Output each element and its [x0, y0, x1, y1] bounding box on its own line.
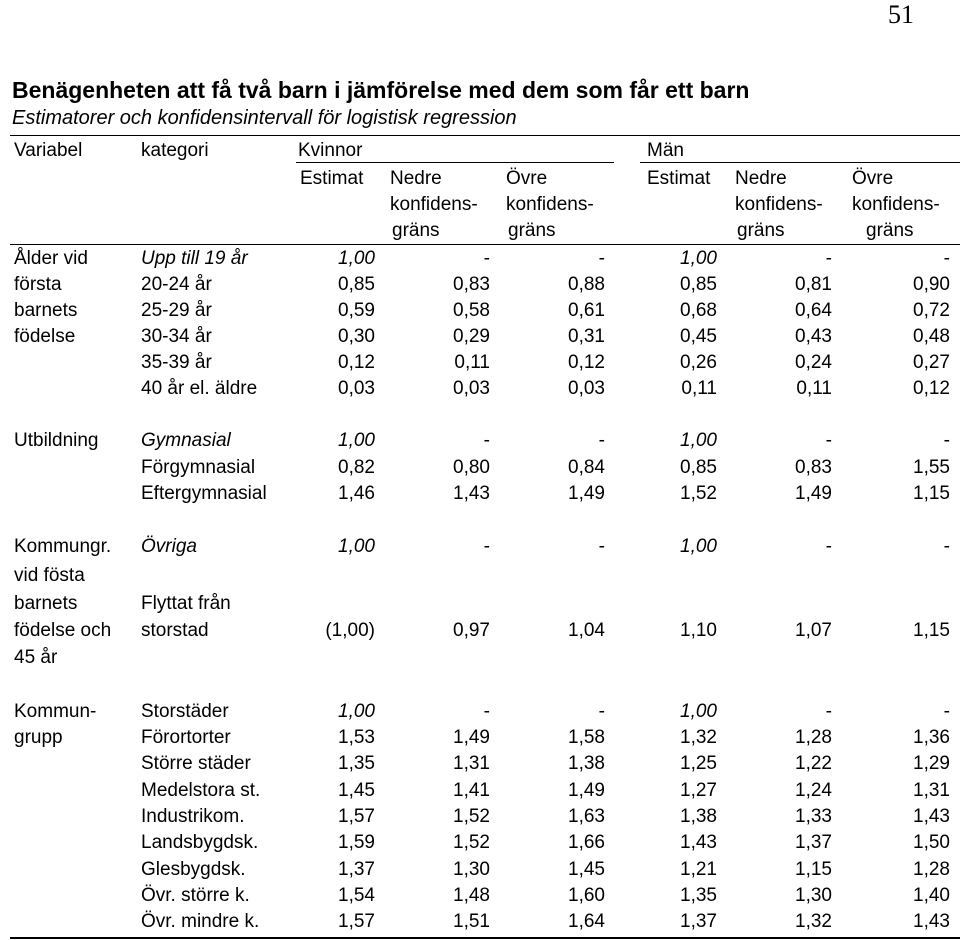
man-ovre-cell: 1,55: [913, 457, 950, 478]
variable-cell: födelse: [14, 326, 76, 347]
category-cell: 25-29 år: [141, 300, 212, 321]
table-row: [0, 272, 960, 298]
table-row: [0, 751, 960, 777]
kvinnor-estimat-cell: 0,82: [338, 457, 375, 478]
man-nedre-cell: -: [825, 536, 832, 557]
kvinnor-nedre-cell: 1,31: [453, 753, 490, 774]
header-variabel: Variabel: [14, 140, 83, 161]
variable-cell: Kommun-: [14, 701, 97, 722]
kvinnor-nedre-cell: 0,97: [453, 620, 490, 641]
kvinnor-nedre-cell: 1,43: [453, 483, 490, 504]
man-estimat-cell: 1,43: [680, 832, 717, 853]
category-cell: Landsbygdsk.: [141, 832, 259, 853]
man-nedre-cell: 0,83: [795, 457, 832, 478]
header-kvinnor-ovre: [506, 166, 594, 244]
header-line: Nedre: [390, 168, 442, 189]
header-man-nedre: [735, 166, 823, 244]
table-subtitle: Estimatorer och konfidensintervall för logistisk regression: [12, 107, 517, 129]
kvinnor-ovre-cell: 1,04: [568, 620, 605, 641]
kvinnor-nedre-cell: 0,29: [453, 326, 490, 347]
category-cell: Industrikom.: [141, 806, 245, 827]
man-ovre-cell: 1,15: [913, 620, 950, 641]
kvinnor-nedre-cell: 1,51: [453, 911, 490, 932]
category-cell: 35-39 år: [141, 352, 212, 373]
kvinnor-estimat-cell: 1,57: [338, 806, 375, 827]
header-line: gräns: [737, 220, 785, 241]
man-nedre-cell: 1,37: [795, 832, 832, 853]
category-cell: 40 år el. äldre: [141, 378, 258, 399]
kvinnor-nedre-cell: 1,30: [453, 859, 490, 880]
header-line: konfidens-: [506, 194, 594, 215]
kvinnor-ovre-cell: 1,38: [568, 753, 605, 774]
variable-cell: första: [14, 274, 62, 295]
man-ovre-cell: 1,29: [913, 753, 950, 774]
man-estimat-cell: 0,85: [680, 274, 717, 295]
kvinnor-ovre-cell: 0,61: [568, 300, 605, 321]
kvinnor-nedre-cell: 0,58: [453, 300, 490, 321]
man-estimat-cell: 1,00: [680, 248, 717, 269]
category-cell: Förortorter: [141, 727, 231, 748]
variable-cell: födelse och: [14, 620, 112, 641]
kvinnor-ovre-cell: 1,60: [568, 885, 605, 906]
kvinnor-ovre-cell: -: [598, 701, 605, 722]
kvinnor-ovre-cell: -: [598, 248, 605, 269]
category-cell: Övr. större k.: [141, 885, 250, 906]
kvinnor-ovre-cell: 0,03: [568, 378, 605, 399]
kvinnor-ovre-cell: 0,84: [568, 457, 605, 478]
man-ovre-cell: 1,40: [913, 885, 950, 906]
kvinnor-estimat-cell: 1,00: [338, 430, 375, 451]
table-row: [0, 645, 960, 671]
header-line: gräns: [508, 220, 556, 241]
man-nedre-cell: 1,07: [795, 620, 832, 641]
table-row: [0, 699, 960, 725]
man-estimat-cell: 1,27: [680, 780, 717, 801]
kvinnor-ovre-cell: 1,45: [568, 859, 605, 880]
header-kategori: kategori: [141, 140, 209, 161]
kvinnor-nedre-cell: 0,83: [453, 274, 490, 295]
kvinnor-ovre-cell: 1,58: [568, 727, 605, 748]
category-cell: Storstäder: [141, 701, 229, 722]
kvinnor-nedre-cell: -: [483, 536, 490, 557]
category-cell: Flyttat från: [141, 593, 231, 614]
man-estimat-cell: 1,00: [680, 430, 717, 451]
table-row: [0, 246, 960, 272]
category-cell: Medelstora st.: [141, 780, 261, 801]
man-estimat-cell: 1,10: [680, 620, 717, 641]
man-nedre-cell: 1,15: [795, 859, 832, 880]
kvinnor-estimat-cell: 0,30: [338, 326, 375, 347]
kvinnor-nedre-cell: 1,52: [453, 806, 490, 827]
man-ovre-cell: 1,31: [913, 780, 950, 801]
table-row: [0, 563, 960, 589]
man-estimat-cell: 1,52: [680, 483, 717, 504]
kvinnor-ovre-cell: 0,88: [568, 274, 605, 295]
table-row: [0, 428, 960, 454]
kvinnor-estimat-cell: 1,00: [338, 701, 375, 722]
man-nedre-cell: 1,24: [795, 780, 832, 801]
man-nedre-cell: 1,28: [795, 727, 832, 748]
table-row: [0, 883, 960, 909]
variable-cell: grupp: [14, 727, 63, 748]
table-row: [0, 830, 960, 856]
table-title: Benägenheten att få två barn i jämförelse med dem som får ett barn: [12, 77, 750, 103]
kvinnor-nedre-cell: 1,49: [453, 727, 490, 748]
table-row: [0, 909, 960, 935]
kvinnor-nedre-cell: -: [483, 701, 490, 722]
man-nedre-cell: -: [825, 430, 832, 451]
kvinnor-nedre-cell: 1,48: [453, 885, 490, 906]
kvinnor-estimat-cell: 1,45: [338, 780, 375, 801]
man-nedre-cell: 1,49: [795, 483, 832, 504]
variable-cell: barnets: [14, 300, 78, 321]
man-ovre-cell: -: [943, 701, 950, 722]
man-nedre-cell: 0,24: [795, 352, 832, 373]
man-estimat-cell: 1,32: [680, 727, 717, 748]
man-nedre-cell: 0,11: [796, 378, 832, 399]
man-estimat-cell: 1,37: [680, 911, 717, 932]
man-nedre-cell: 1,32: [795, 911, 832, 932]
table-row: [0, 591, 960, 617]
man-estimat-cell: 1,21: [680, 859, 717, 880]
header-line: Nedre: [735, 168, 787, 189]
category-cell: 20-24 år: [141, 274, 212, 295]
table-row: [0, 376, 960, 402]
kvinnor-estimat-cell: 1,57: [338, 911, 375, 932]
header-man-estimat: Estimat: [647, 168, 711, 189]
man-nedre-cell: 0,64: [795, 300, 832, 321]
category-cell: Förgymnasial: [141, 457, 256, 478]
header-line: gräns: [392, 220, 440, 241]
category-cell: storstad: [141, 620, 209, 641]
kvinnor-ovre-cell: 0,12: [568, 352, 605, 373]
kvinnor-nedre-cell: 0,11: [454, 352, 490, 373]
man-ovre-cell: 1,43: [913, 911, 950, 932]
kvinnor-estimat-cell: 1,37: [338, 859, 375, 880]
variable-cell: barnets: [14, 593, 78, 614]
table-row: [0, 298, 960, 324]
kvinnor-nedre-cell: 1,52: [453, 832, 490, 853]
man-estimat-cell: 1,00: [680, 536, 717, 557]
header-line: konfidens-: [390, 194, 478, 215]
kvinnor-ovre-cell: 1,64: [568, 911, 605, 932]
man-nedre-cell: 1,33: [795, 806, 832, 827]
man-ovre-cell: 1,15: [913, 483, 950, 504]
kvinnor-estimat-cell: 1,46: [338, 483, 375, 504]
man-nedre-cell: 0,43: [795, 326, 832, 347]
header-man-ovre: [852, 166, 940, 244]
kvinnor-nedre-cell: -: [483, 430, 490, 451]
kvinnor-ovre-cell: 0,31: [568, 326, 605, 347]
kvinnor-estimat-cell: 0,03: [338, 378, 375, 399]
man-estimat-cell: 0,85: [680, 457, 717, 478]
kvinnor-ovre-cell: -: [598, 430, 605, 451]
man-ovre-cell: 0,12: [913, 378, 950, 399]
header-kvinnor: Kvinnor: [298, 140, 363, 161]
man-estimat-cell: 0,26: [680, 352, 717, 373]
man-ovre-cell: 1,50: [913, 832, 950, 853]
man-ovre-cell: 1,43: [913, 806, 950, 827]
variable-cell: vid fösta: [14, 565, 85, 586]
category-cell: Större städer: [141, 753, 251, 774]
man-ovre-cell: 0,27: [913, 352, 950, 373]
rule-man: [640, 162, 960, 163]
table-row: [0, 481, 960, 507]
header-kvinnor-estimat: Estimat: [300, 168, 364, 189]
man-ovre-cell: 0,90: [913, 274, 950, 295]
table-row: [0, 778, 960, 804]
kvinnor-estimat-cell: 0,59: [338, 300, 375, 321]
kvinnor-nedre-cell: 0,80: [453, 457, 490, 478]
kvinnor-nedre-cell: 1,41: [453, 780, 490, 801]
table-row: [0, 618, 960, 644]
table-row: [0, 725, 960, 751]
variable-cell: 45 år: [14, 647, 58, 668]
man-ovre-cell: 1,36: [913, 727, 950, 748]
man-ovre-cell: 0,72: [913, 300, 950, 321]
header-line: Övre: [852, 168, 894, 189]
kvinnor-estimat-cell: 0,85: [338, 274, 375, 295]
man-estimat-cell: 1,38: [680, 806, 717, 827]
category-cell: 30-34 år: [141, 326, 212, 347]
kvinnor-ovre-cell: 1,49: [568, 483, 605, 504]
man-nedre-cell: -: [825, 701, 832, 722]
man-estimat-cell: 1,00: [680, 701, 717, 722]
header-man: Män: [647, 140, 684, 161]
kvinnor-estimat-cell: 1,00: [338, 248, 375, 269]
man-estimat-cell: 1,35: [680, 885, 717, 906]
variable-cell: Kommungr.: [14, 536, 112, 557]
man-ovre-cell: -: [943, 536, 950, 557]
table-row: [0, 534, 960, 560]
table-row: [0, 804, 960, 830]
table-row: [0, 350, 960, 376]
category-cell: Övriga: [141, 536, 197, 557]
table-row: [0, 324, 960, 350]
kvinnor-estimat-cell: 1,53: [338, 727, 375, 748]
kvinnor-nedre-cell: 0,03: [453, 378, 490, 399]
page-number: 51: [888, 0, 914, 29]
kvinnor-estimat-cell: (1,00): [325, 620, 375, 641]
man-nedre-cell: 1,30: [795, 885, 832, 906]
kvinnor-estimat-cell: 1,59: [338, 832, 375, 853]
kvinnor-estimat-cell: 1,35: [338, 753, 375, 774]
kvinnor-ovre-cell: 1,49: [568, 780, 605, 801]
header-line: konfidens-: [735, 194, 823, 215]
header-line: gräns: [866, 220, 914, 241]
kvinnor-estimat-cell: 1,00: [338, 536, 375, 557]
man-ovre-cell: 1,28: [913, 859, 950, 880]
category-cell: Övr. mindre k.: [141, 911, 260, 932]
man-estimat-cell: 0,68: [680, 300, 717, 321]
man-nedre-cell: 0,81: [795, 274, 832, 295]
kvinnor-estimat-cell: 1,54: [338, 885, 375, 906]
category-cell: Glesbygdsk.: [141, 859, 246, 880]
category-cell: Upp till 19 år: [141, 248, 248, 269]
kvinnor-nedre-cell: -: [483, 248, 490, 269]
kvinnor-ovre-cell: 1,63: [568, 806, 605, 827]
rule-header-bottom: [10, 244, 960, 245]
man-estimat-cell: 0,11: [681, 378, 717, 399]
rule-bottom: [10, 937, 960, 939]
category-cell: Eftergymnasial: [141, 483, 267, 504]
man-nedre-cell: -: [825, 248, 832, 269]
category-cell: Gymnasial: [141, 430, 231, 451]
header-line: konfidens-: [852, 194, 940, 215]
man-estimat-cell: 0,45: [680, 326, 717, 347]
man-estimat-cell: 1,25: [680, 753, 717, 774]
table-row: [0, 857, 960, 883]
man-ovre-cell: -: [943, 248, 950, 269]
man-ovre-cell: -: [943, 430, 950, 451]
table-row: [0, 455, 960, 481]
header-kvinnor-nedre: [390, 166, 478, 244]
kvinnor-ovre-cell: 1,66: [568, 832, 605, 853]
man-ovre-cell: 0,48: [913, 326, 950, 347]
variable-cell: Ålder vid: [14, 248, 88, 269]
kvinnor-ovre-cell: -: [598, 536, 605, 557]
header-line: Övre: [506, 168, 548, 189]
kvinnor-estimat-cell: 0,12: [338, 352, 375, 373]
variable-cell: Utbildning: [14, 430, 99, 451]
man-nedre-cell: 1,22: [795, 753, 832, 774]
rule-top: [10, 135, 960, 136]
